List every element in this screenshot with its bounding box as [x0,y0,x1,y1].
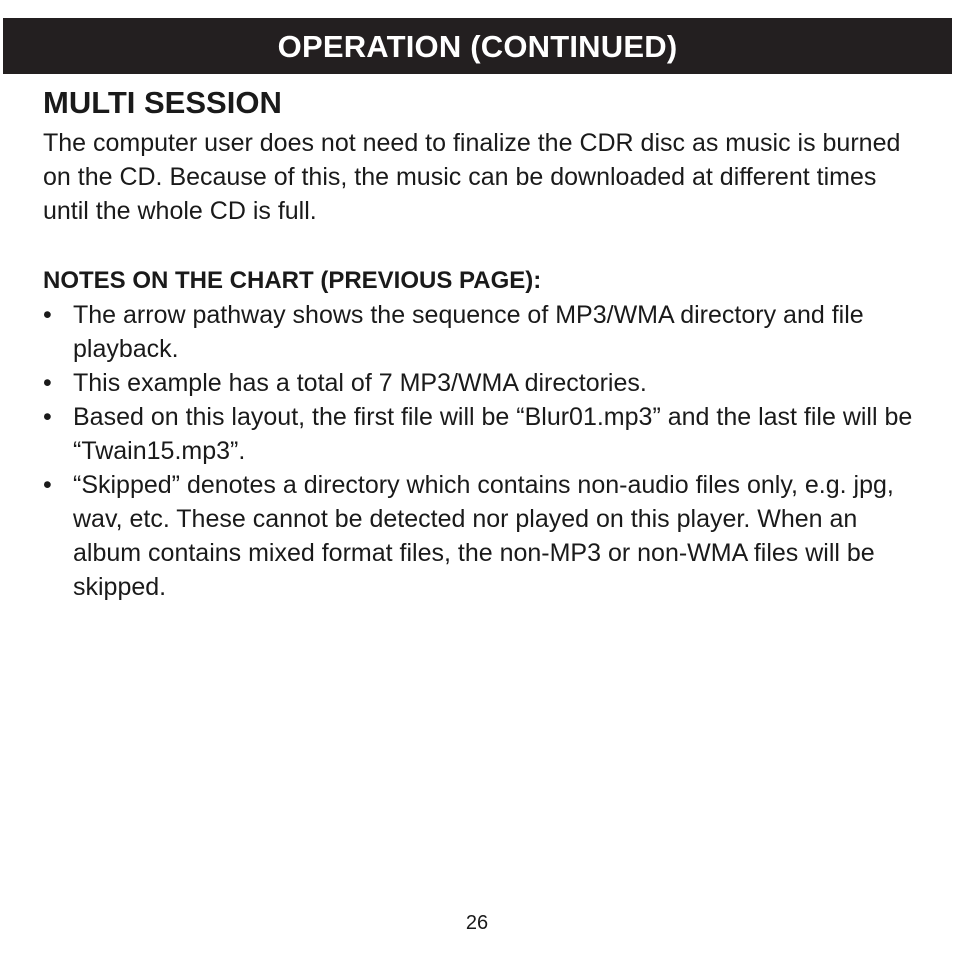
bullet-icon: • [43,403,52,431]
section-header-bar [3,18,952,74]
notes-list [43,298,923,604]
section-body: The computer user does not need to finalize the CDR disc as music is burned on the CD. Because of this, the music can be downloaded at different times until the whole CD is full. [43,129,901,225]
header-title: OPERATION (CONTINUED) [277,28,678,64]
list-item-text: This example has a total of 7 MP3/WMA directories. [73,369,647,397]
list-item [43,298,923,366]
list-item-text: Based on this layout, the first file will be “Blur01.mp3” and the last file will be “Twain15.mp3”. [73,403,913,465]
bullet-icon: • [43,301,52,329]
page-number: 26 [465,912,489,934]
notes-heading: NOTES ON THE CHART (PREVIOUS PAGE): [43,267,542,294]
section-title: MULTI SESSION [43,85,282,120]
bullet-icon: • [43,369,52,397]
bullet-icon: • [43,471,52,499]
page-content [43,84,923,604]
list-item [43,366,923,400]
list-item-text: The arrow pathway shows the sequence of MP3/WMA directory and file playback. [73,301,864,363]
list-item-text: “Skipped” denotes a directory which contains non-audio files only, e.g. jpg, wav, etc. These cannot be detected nor played on this player. When an album contains mixed format files, the non-MP3 or non-WMA files will be skipped. [73,471,894,601]
list-item [43,468,923,604]
list-item [43,400,923,468]
